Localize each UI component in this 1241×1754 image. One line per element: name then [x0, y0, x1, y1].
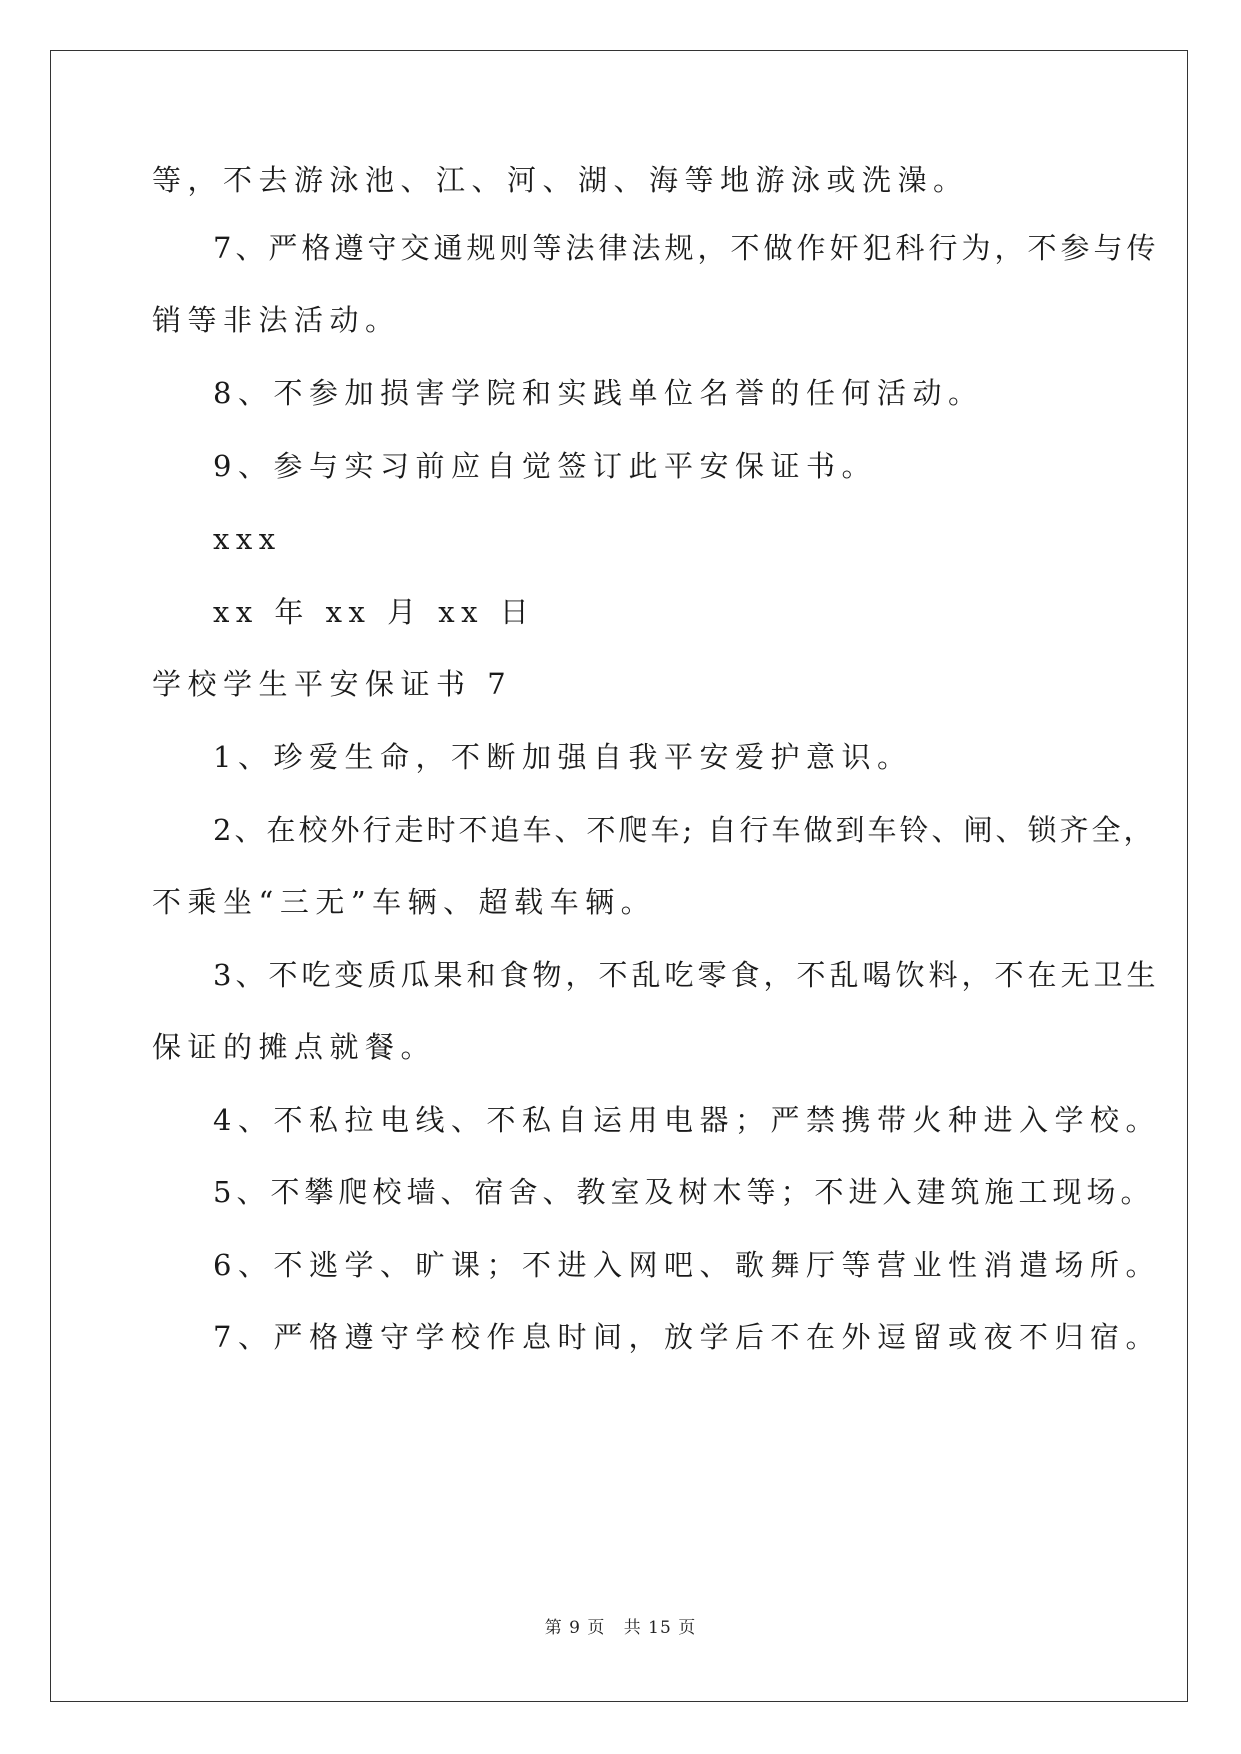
- section-heading: 学校学生平安保证书 7: [152, 667, 513, 701]
- page-border: [50, 50, 1188, 1702]
- page-total: 共 15 页: [623, 1618, 697, 1638]
- text-line-rule-5: 5、不攀爬校墙、宿舍、教室及树木等；不进入建筑施工现场。: [213, 1175, 1155, 1209]
- text-line-rule-3: 3、不吃变质瓜果和食物，不乱吃零食，不乱喝饮料，不在无卫生: [213, 958, 1160, 992]
- text-line-item-9: 9、参与实习前应自觉签订此平安保证书。: [213, 449, 877, 483]
- text-line-rule-1: 1、珍爱生命，不断加强自我平安爱护意识。: [213, 740, 913, 774]
- signature-placeholder: xxx: [213, 522, 282, 556]
- text-line-item-8: 8、不参加损害学院和实践单位名誉的任何活动。: [213, 376, 984, 410]
- text-line-rule-4: 4、不私拉电线、不私自运用电器；严禁携带火种进入学校。: [213, 1103, 1161, 1137]
- page-number: 第 9 页: [544, 1618, 606, 1638]
- text-line-rule-7: 7、严格遵守学校作息时间，放学后不在外逗留或夜不归宿。: [213, 1320, 1161, 1354]
- text-line-item-7: 7、严格遵守交通规则等法律法规，不做作奸犯科行为，不参与传: [213, 231, 1160, 265]
- page-footer: [0, 1616, 1241, 1640]
- text-line-rule-6: 6、不逃学、旷课；不进入网吧、歌舞厅等营业性消遣场所。: [213, 1248, 1161, 1282]
- date-placeholder: xx 年 xx 月 xx 日: [213, 595, 536, 629]
- text-line-continuation-1: 等，不去游泳池、江、河、湖、海等地游泳或洗澡。: [152, 163, 969, 197]
- text-line-continuation-2: 销等非法活动。: [152, 303, 401, 337]
- text-line-rule-2: 2、在校外行走时不追车、不爬车; 自行车做到车铃、闸、锁齐全，: [213, 813, 1156, 847]
- text-line-rule-2-cont: 不乘坐“三无”车辆、超载车辆。: [152, 885, 657, 919]
- text-line-rule-3-cont: 保证的摊点就餐。: [152, 1030, 437, 1064]
